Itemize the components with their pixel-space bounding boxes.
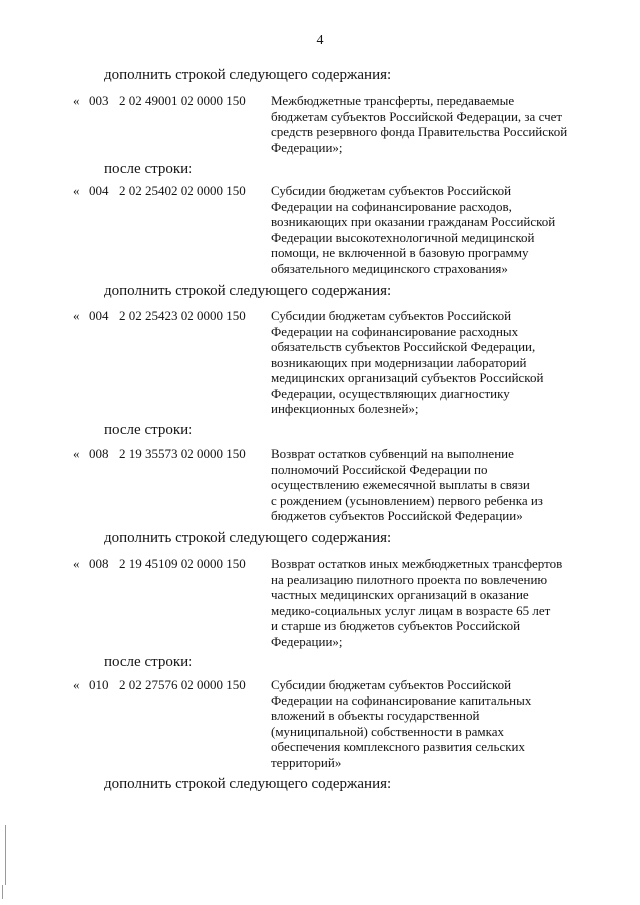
opening-quote: « [73, 183, 80, 198]
admin-code: 010 [89, 677, 109, 692]
row-description: Межбюджетные трансферты, передаваемые бюджетам субъектов Российской Федерации, за счет средств резервного фонда Правительства Российской Федерации»; [271, 93, 568, 155]
budget-classification-code: 2 02 25402 02 0000 150 [119, 183, 246, 198]
page-number: 4 [316, 33, 324, 48]
instruction-add-line: дополнить строкой следующего содержания: [104, 283, 392, 299]
row-description: Возврат остатков субвенций на выполнение полномочий Российской Федерации по осуществлению ежемесячной выплаты в связи с рождением (усыновлением) первого ребенка из бюджетов субъектов Российской Федерации» [271, 446, 543, 523]
budget-classification-code: 2 19 35573 02 0000 150 [119, 446, 246, 461]
admin-code: 003 [89, 93, 109, 108]
budget-classification-code: 2 02 49001 02 0000 150 [119, 93, 246, 108]
admin-code: 004 [89, 183, 109, 198]
instruction-add-line: дополнить строкой следующего содержания: [104, 67, 392, 83]
instruction-after-line: после строки: [104, 161, 193, 177]
row-description: Возврат остатков иных межбюджетных трансфертов на реализацию пилотного проекта по вовлечению частных медицинских организаций в оказание медико-социальных услуг лицам в возрасте 65 лет и старше из бюджетов субъектов Российской Федерации»; [271, 556, 563, 649]
instruction-after-line: после строки: [104, 422, 193, 438]
scan-edge-mark [2, 885, 3, 899]
row-description: Субсидии бюджетам субъектов Российской Федерации на софинансирование расходных обязательств субъектов Российской Федерации, возникающих при модернизации лабораторий медицинских организаций субъектов Российской Федерации, осуществляющих диагностику инфекционных болезней»; [271, 308, 544, 416]
opening-quote: « [73, 308, 80, 323]
admin-code: 008 [89, 556, 109, 571]
row-description: Субсидии бюджетам субъектов Российской Федерации на софинансирование расходов, возникающих при оказании гражданам Российской Федерации высокотехнологичной медицинской помощи, не включенной в базовую программу обязательного медицинского страхования» [271, 183, 556, 276]
instruction-after-line: после строки: [104, 654, 193, 670]
budget-classification-code: 2 19 45109 02 0000 150 [119, 556, 246, 571]
instruction-add-line: дополнить строкой следующего содержания: [104, 776, 392, 792]
admin-code: 004 [89, 308, 109, 323]
budget-classification-code: 2 02 27576 02 0000 150 [119, 677, 246, 692]
row-description: Субсидии бюджетам субъектов Российской Федерации на софинансирование капитальных вложений в объекты государственной (муниципальной) собственности в рамках обеспечения комплексного развития сельских территорий» [271, 677, 532, 770]
opening-quote: « [73, 446, 80, 461]
scan-edge-mark [5, 825, 6, 885]
opening-quote: « [73, 556, 80, 571]
instruction-add-line: дополнить строкой следующего содержания: [104, 530, 392, 546]
budget-classification-code: 2 02 25423 02 0000 150 [119, 308, 246, 323]
opening-quote: « [73, 677, 80, 692]
opening-quote: « [73, 93, 80, 108]
admin-code: 008 [89, 446, 109, 461]
